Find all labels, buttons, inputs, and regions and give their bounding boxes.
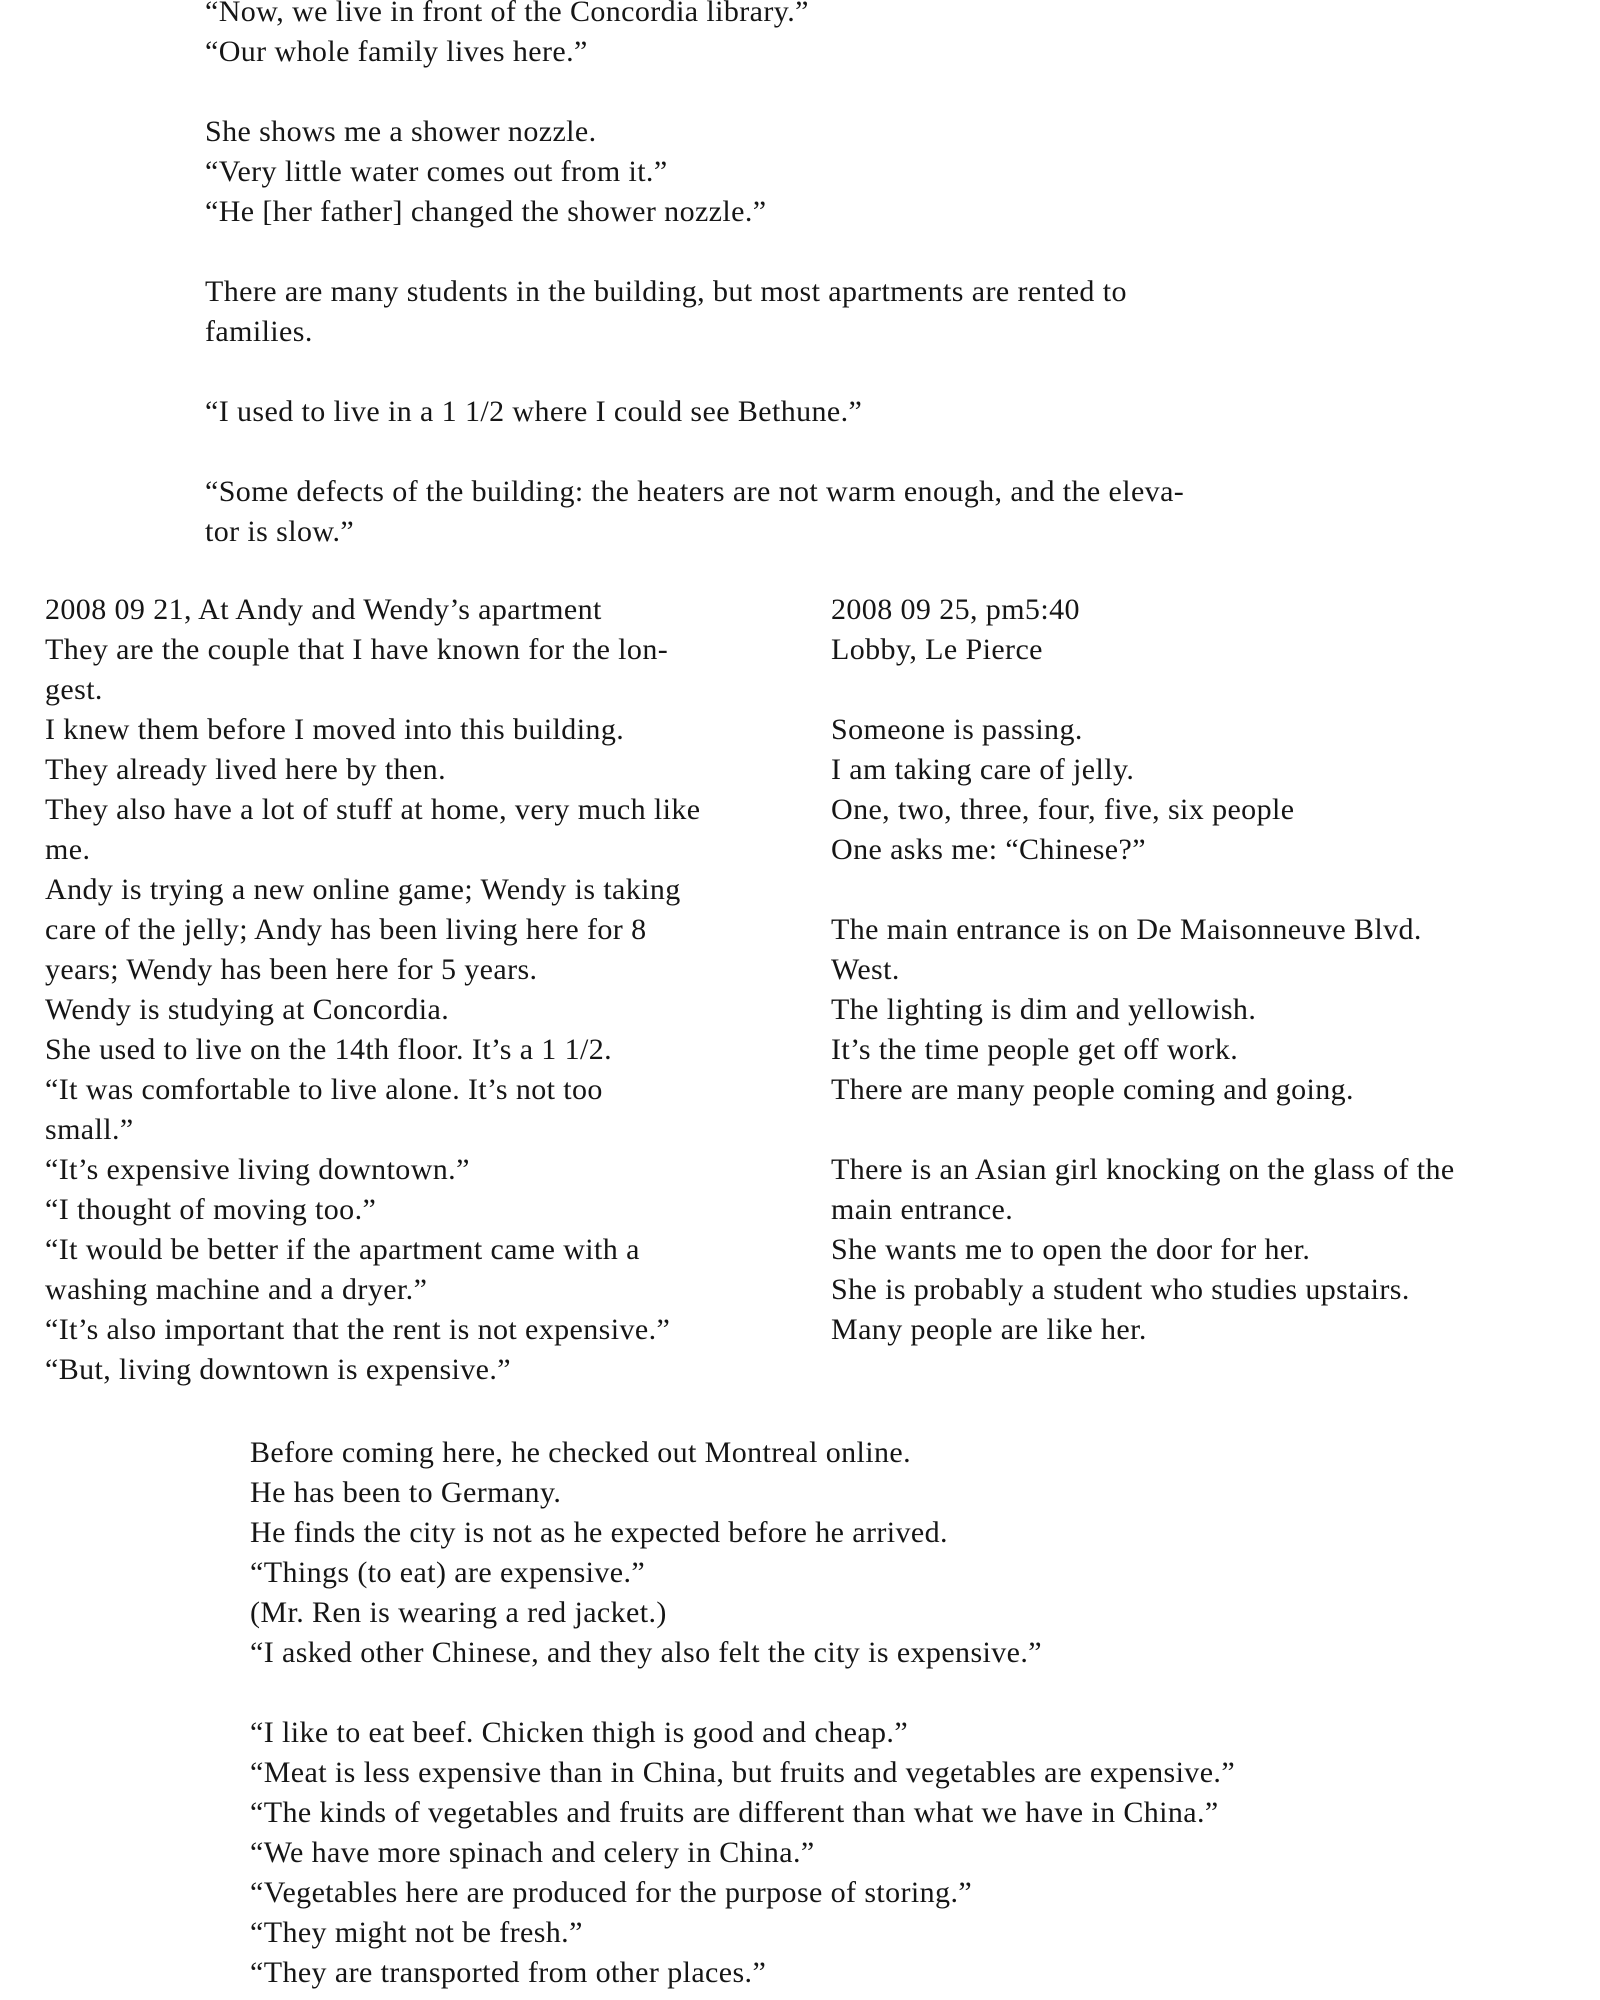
text-line: 2008 09 25, pm5:40 — [831, 593, 1080, 626]
text-line: He has been to Germany. — [250, 1476, 562, 1509]
text-line: families. — [205, 315, 313, 348]
text-line: care of the jelly; Andy has been living here for 8 — [45, 913, 647, 946]
text-line: They also have a lot of stuff at home, very much like — [45, 793, 701, 826]
text-line: tor is slow.” — [205, 515, 355, 548]
text-line: “But, living downtown is expensive.” — [45, 1353, 512, 1386]
text-line: It’s the time people get off work. — [831, 1033, 1239, 1066]
text-line: She shows me a shower nozzle. — [205, 115, 597, 148]
text-line: “They might not be fresh.” — [250, 1916, 583, 1949]
text-line: small.” — [45, 1113, 134, 1146]
text-line: “Very little water comes out from it.” — [205, 155, 668, 188]
text-line: They already lived here by then. — [45, 753, 446, 786]
text-line — [831, 870, 1455, 910]
text-line: “I like to eat beef. Chicken thigh is good and cheap.” — [250, 1716, 909, 1749]
text-line: The main entrance is on De Maisonneuve Blvd. — [831, 913, 1422, 946]
text-line — [831, 670, 1455, 710]
text-line: “Our whole family lives here.” — [205, 35, 588, 68]
text-line: Wendy is studying at Concordia. — [45, 993, 450, 1026]
text-line: “Things (to eat) are expensive.” — [250, 1556, 646, 1589]
entry-2008-09-21-column — [45, 590, 700, 1390]
intro-notes-block — [205, 0, 1184, 552]
text-line: years; Wendy has been here for 5 years. — [45, 953, 538, 986]
text-line: Before coming here, he checked out Montreal online. — [250, 1436, 911, 1469]
text-line: “The kinds of vegetables and fruits are different than what we have in China.” — [250, 1796, 1219, 1829]
text-line: She is probably a student who studies upstairs. — [831, 1273, 1410, 1306]
text-line: They are the couple that I have known for the lon- — [45, 633, 669, 666]
text-line — [831, 1110, 1455, 1150]
text-line — [205, 352, 1184, 392]
text-line: “Meat is less expensive than in China, but fruits and vegetables are expensive.” — [250, 1756, 1236, 1789]
text-line: He finds the city is not as he expected before he arrived. — [250, 1516, 948, 1549]
text-line: “Vegetables here are produced for the purpose of storing.” — [250, 1876, 973, 1909]
text-line: Someone is passing. — [831, 713, 1083, 746]
text-line: Andy is trying a new online game; Wendy is taking — [45, 873, 681, 906]
text-line — [205, 232, 1184, 272]
text-line — [250, 1673, 1235, 1713]
text-line: There are many students in the building, but most apartments are rented to — [205, 275, 1127, 308]
mr-ren-interview-block — [250, 1433, 1235, 1993]
text-line: main entrance. — [831, 1193, 1014, 1226]
text-line: me. — [45, 833, 91, 866]
text-line: She wants me to open the door for her. — [831, 1233, 1311, 1266]
text-line: “I thought of moving too.” — [45, 1193, 377, 1226]
text-line: “They are transported from other places.” — [250, 1956, 767, 1989]
text-line: “It’s expensive living downtown.” — [45, 1153, 470, 1186]
text-line: (Mr. Ren is wearing a red jacket.) — [250, 1596, 667, 1629]
text-line: “He [her father] changed the shower nozzle.” — [205, 195, 767, 228]
entry-2008-09-25-column — [831, 590, 1455, 1350]
text-line: She used to live on the 14th floor. It’s a 1 1/2. — [45, 1033, 613, 1066]
text-line: Many people are like her. — [831, 1313, 1147, 1346]
text-line: “It was comfortable to live alone. It’s not too — [45, 1073, 603, 1106]
text-line: “We have more spinach and celery in China.” — [250, 1836, 815, 1869]
text-line: 2008 09 21, At Andy and Wendy’s apartment — [45, 593, 602, 626]
text-line — [205, 432, 1184, 472]
text-line: Lobby, Le Pierce — [831, 633, 1043, 666]
text-line: West. — [831, 953, 900, 986]
text-line: “Now, we live in front of the Concordia library.” — [205, 0, 809, 28]
text-line: There is an Asian girl knocking on the glass of the — [831, 1153, 1455, 1186]
text-line: “I used to live in a 1 1/2 where I could see Bethune.” — [205, 395, 863, 428]
text-line: The lighting is dim and yellowish. — [831, 993, 1257, 1026]
text-line: One asks me: “Chinese?” — [831, 833, 1146, 866]
text-line — [205, 72, 1184, 112]
text-line: “Some defects of the building: the heaters are not warm enough, and the eleva- — [205, 475, 1185, 508]
text-line: gest. — [45, 673, 103, 706]
text-line: “It’s also important that the rent is not expensive.” — [45, 1313, 671, 1346]
text-line: One, two, three, four, five, six people — [831, 793, 1295, 826]
text-line: There are many people coming and going. — [831, 1073, 1354, 1106]
text-line: washing machine and a dryer.” — [45, 1273, 428, 1306]
text-line: I am taking care of jelly. — [831, 753, 1135, 786]
text-line: “I asked other Chinese, and they also felt the city is expensive.” — [250, 1636, 1042, 1669]
text-line: “It would be better if the apartment came with a — [45, 1233, 640, 1266]
text-line: I knew them before I moved into this building. — [45, 713, 625, 746]
